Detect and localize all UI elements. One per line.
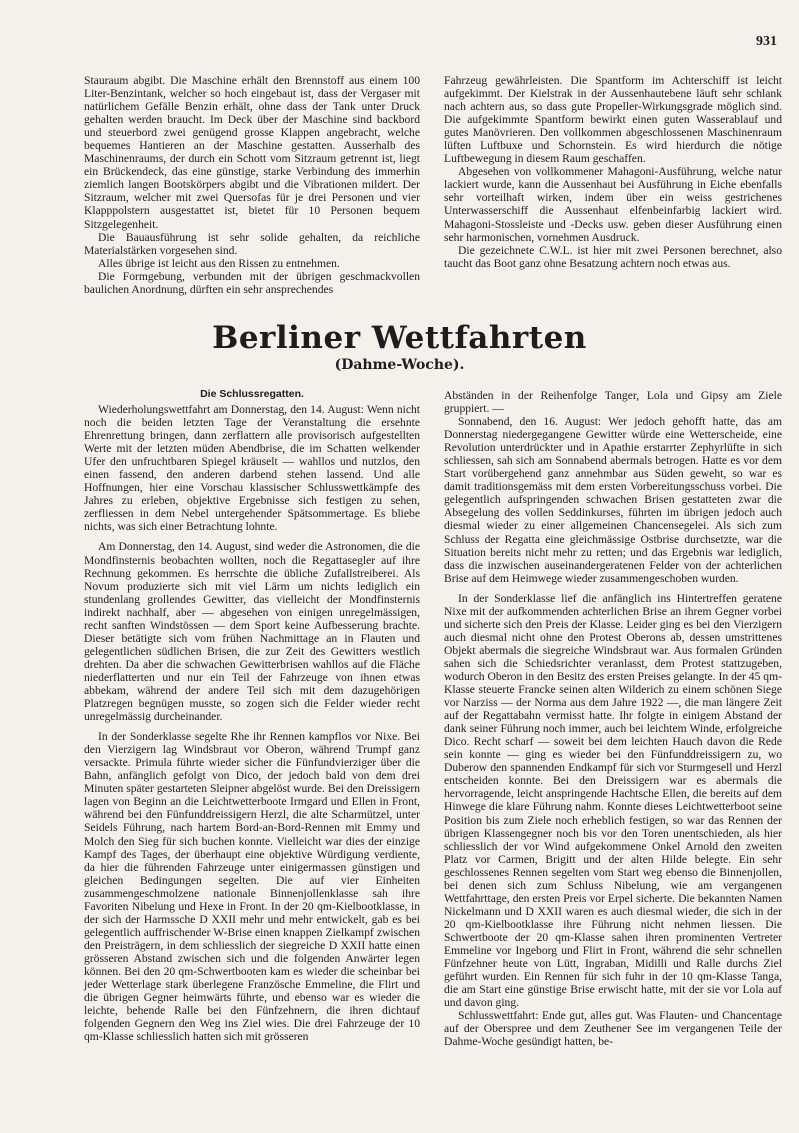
paragraph: Stauraum abgibt. Die Maschine erhält den Brennstoff aus einem 100 Liter-Benzintank, welcher so hoch eingebaut ist, dass der Vergaser mit natürlichem Gefälle Benzin erhält, ohne dass der Tank unter Druck gehalten werden braucht. Im Deck über der Maschine sind backbord und steuerbord zwei genügend grosse Klappen angebracht, welche bequemes Hantieren an der Maschine gestatten. Ausserhalb des Maschinenraums, der durch ein Schott vom Sitzraum getrennt ist, liegt ein Brückendeck, das eine günstige, starke Verbindung des immerhin ziemlich langen Bootskörpers abgibt und die Vibrationen mildert. Der Sitzraum, welcher mit zwei Quersofas für je drei Personen und vier Klapppolstern ausgestattet ist, bietet für 10 Personen bequem Sitzgelegenheit. (84, 74, 420, 231)
paragraph: Abgesehen von vollkommener Mahagoni-Ausführung, welche natur lackiert wurde, kann die Aussenhaut bei Ausführung in Eiche ebenfalls sehr vorteilhaft wirken, indem über ein weiss gestrichenes Unterwasserschiff die Aussenhaut elfenbeinfarbig lackiert wird. Mahagoni-Stossleiste und -Decks usw. geben dieser Ausführung einen sehr harmonischen, vornehmen Ausdruck. (444, 165, 782, 244)
article-title: Berliner Wettfahrten (212, 320, 587, 356)
continued-article-right-column (444, 74, 782, 270)
paragraph: Die Bauausführung ist sehr solide gehalten, da reichliche Materialstärken vorgesehen sind. (84, 230, 420, 257)
paragraph: Die gezeichnete C.W.L. ist hier mit zwei Personen berechnet, also taucht das Boot ganz ohne Besatzung achtern noch etwas aus. (444, 243, 782, 270)
article-subtitle: (Dahme-Woche). (334, 357, 465, 373)
paragraph: Alles übrige ist leicht aus den Rissen zu entnehmen. (98, 256, 340, 270)
paragraph: Wiederholungswettfahrt am Donnerstag, den 14. August: Wenn nicht noch die beiden letzten Tage der Veranstaltung die ersehnte Ehrenrettung bringen, dann zerflattern alle provisorisch aufgestellten Werte mit der letzten müden Abendbrise, die im Schatten welkender Ufer den unfruchtbaren Spiegel kräuselt — wahllos und nutzlos, den einen fassend, den anderen darbend stehen lassend. Und alle Hoffnungen, hier eine Vorschau klassischer Schlusswettkämpfe des Jahres zu erleben, objektive Ergebnisse sich festigen zu sehen, zerfliessen in dem Nebel untergehender Spätsommertage. Es bliebe nichts, was sich einer Betrachtung lohnte. (84, 403, 420, 534)
paragraph: Fahrzeug gewährleisten. Die Spantform im Achterschiff ist leicht aufgekimmt. Der Kielstrak in der Aussenhautebene läuft sehr schlank nach achtern aus, so dass gute Propeller-Wirkungsgrade möglich sind. Die aufgekimmte Spantform bewirkt einen guten Wasserablauf und gutes Manövrieren. Den vollkommen abgeschlossenen Maschinenraum lüften Luftbuxe und Schornstein. Es wird hierdurch die nötige Luftbewegung in diesem Raum geschaffen. (444, 74, 782, 166)
article-right-column (444, 389, 782, 1048)
paragraph: Sonnabend, den 16. August: Wer jedoch gehofft hatte, das am Donnerstag niedergegangene Gewitter würde eine Wetterscheide, eine Revolution unterdrückter und in Apathie erstarrter Zephyrlüfte in sich schliessen, sah sich am Sonnabend abermals betrogen. Hatte es vor dem Start vorübergehend ganz annehmbar aus Süden geweht, so war es damit traditionsgemäss mit dem ersten Vorbereitungsschuss vorbei. Die gelegentlich aufspringenden schwachen Brisen gestatteten zwar die Absegelung des vollen Seddinkurses, führten im übrigen jedoch auch diesmal wieder zu einer allgemeinen Chancensegelei. Als sich zum Schluss der Regatta eine gleichmässige Ostbrise durchsetzte, war die Situation bereits nicht mehr zu retten; und das Ergebnis war lediglich, dass die inzwischen auseinandergeratenen Felder von der achterlichen Brise auf dem Heimwege wieder zusammengeschoben wurden. (444, 415, 782, 585)
paragraph: Die Formgebung, verbunden mit der übrigen geschmackvollen baulichen Anordnung, dürften ein sehr ansprechendes (84, 269, 420, 296)
page-number: 931 (756, 34, 777, 49)
paragraph: Schlusswettfahrt: Ende gut, alles gut. Was Flauten- und Chancentage auf der Oberspree und dem Zeuthener See im vergangenen Teile der Dahme-Woche gesündigt hatten, be- (444, 1009, 782, 1049)
paragraph: Abständen in der Reihenfolge Tanger, Lola und Gipsy am Ziele gruppiert. — (444, 389, 782, 416)
article-left-column (84, 403, 420, 1043)
paragraph: In der Sonderklasse lief die anfänglich ins Hintertreffen geratene Nixe mit der aufkommenden achterlichen Brise an ihrem Gegner vorbei und sicherte sich den Preis der Klasse. Leider ging es bei den Vierzigern auch diesmal nicht ohne den Protest Oberons ab, dessen umstrittenes Objekt abermals die siegreiche Windsbraut war. Aus formalen Gründen sahen sich die Schiedsrichter veranlasst, dem Protest stattzugeben, wodurch Oberon in den Besitz des ersten Preises gelangte. In der 45 qm-Klasse steuerte Francke seinen alten Wilderich zu einem schönen Siege vor Narziss — der Norma aus dem Jahre 1922 —, die man längere Zeit auf der Regattabahn vermisst hatte. Ihr folgte in einigem Abstand der dank seiner Führung noch immer, auch bei leichtem Winde, erfolgreiche Dico. Recht scharf — soweit bei dem leichten Hauch davon die Rede sein konnte — ging es wieder bei den Fünfunddreissigern zu, wo Duberow den spannenden Endkampf für sich vor Sturmgesell und Herzl entscheiden konnte. Bei den Dreissigern war es abermals die hervorragende, leicht anspringende Hachtsche Ellen, die bereits auf dem Hinwege die klare Führung nahm. Konnte dieses Leichtwetterboot seine Position bis zum Ziele noch erheblich festigen, so war das Rennen der übrigen Klassengegner noch bis vor den Toren unentschieden, als hier schliesslich der vor Wind aufgekommene Onkel Arnold den zweiten Platz vor Carmen, Brigitt und der alten Hilde belegte. Ein sehr geschlossenes Rennen segelten vom Start weg ebenso die Binnenjollen, bei denen sich zum Schluss Nibelung, wie am vergangenen Wettfahrttage, den ersten Preis vor Erpel sicherte. Die bekannten Namen Nickelmann und D XXII waren es auch diesmal wieder, die sich in der 20 qm-Kielbootklasse ihre Führung nicht nehmen liessen. Die Schwertboote der 20 qm-Klasse sahen ihren prominenten Vertreter Emmeline vor Ingeborg und Flirt in Front, während die sehr schnellen Fünfzehner heute von Lütt, Ingraban, Midilli und Ralle durchs Ziel geführt wurden. Ein Rennen für sich fuhr in der 10 qm-Klasse Tanga, die am Start eine günstige Brise erwischt hatte, mit der sie vor Lola auf und davon ging. (444, 591, 782, 1010)
section-heading: Die Schlussregatten. (200, 388, 304, 400)
continued-article-left-column (84, 74, 420, 296)
paragraph: Am Donnerstag, den 14. August, sind weder die Astronomen, die die Mondfinsternis beobachten wollten, noch die Regattasegler auf ihre Rechnung gekommen. Es herrschte die übliche Zufallstreiberei. Als Novum produzierte sich mit viel Lärm um nichts lediglich ein stundenlang grollendes Gewitter, das vielleicht der Mondfinsternis indirekt nachhalf, aber — abgesehen von einigen unregelmässigen, recht sanften Windstössen — dem Sport keine Aufbesserung brachte. Dieser betätigte sich vom frühen Nachmittage an in Flauten und gelegentlichen südlichen Brisen, die zur Zeit des Gewitters westlich drehten. Da aber die schwachen Gewitterbrisen wahllos auf die Fläche niederflatterten und nur ein Teil der Fahrzeuge von ihnen etwas abbekam, während der andere Teil sich mit dem dazugehörigen Platzregen begnügen musste, so zogen sich die Felder wieder recht unregelmässig durcheinander. (84, 540, 420, 724)
paragraph: In der Sonderklasse segelte Rhe ihr Rennen kampflos vor Nixe. Bei den Vierzigern lag Windsbraut vor Oberon, während Trumpf ganz versackte. Primula führte wieder sicher die Fünfundvierziger über die Bahn, anfänglich gefolgt von Dico, der jedoch bald von dem drei Minuten später gestarteten Sleipner abgelöst wurde. Bei den Dreissigern lagen von Beginn an die Leichtwetterboote Irmgard und Ellen in Front, während bei den Fünfunddreissigern Herzl, die alte Scharmützel, unter Seidels Führung, nach hartem Bord-an-Bord-Rennen mit Emmy und Molch den Sieg für sich buchen konnte. Vielleicht war dies der einzige Kampf des Tages, der überhaupt eine objektive Würdigung verdiente, da hier die führenden Fahrzeuge unter einigermassen günstigen und gleichen Bedingungen segelten. Die auf vier Einheiten zusammengeschmolzene nationale Binnenjollenklasse sah ihre Favoriten Nibelung und Hexe in Front. In der 20 qm-Kielbootklasse, in der sich der Harmssche D XXII mehr und mehr entwickelt, gab es bei gelegentlich auffrischender W-Brise einen knappen Zielkampf zwischen den Preisträgern, in dem schliesslich der siegreiche D XXII hatte einen grösseren Abstand zwischen sich und die folgenden Anwärter legen können. Bei den 20 qm-Schwertbooten kam es wieder die scheinbar bei jeder Wetterlage stark überlegene Französche Emmeline, die Flirt und die übrigen Gegner heimwärts führte, und ebenso war es wieder die leichte, behende Ralle bei den Fünfzehnern, die ihren dichtauf folgenden Gegnern den Weg ins Ziel wies. Die drei Fahrzeuge der 10 qm-Klasse schliesslich hatten sich mit grösseren (84, 730, 420, 1044)
